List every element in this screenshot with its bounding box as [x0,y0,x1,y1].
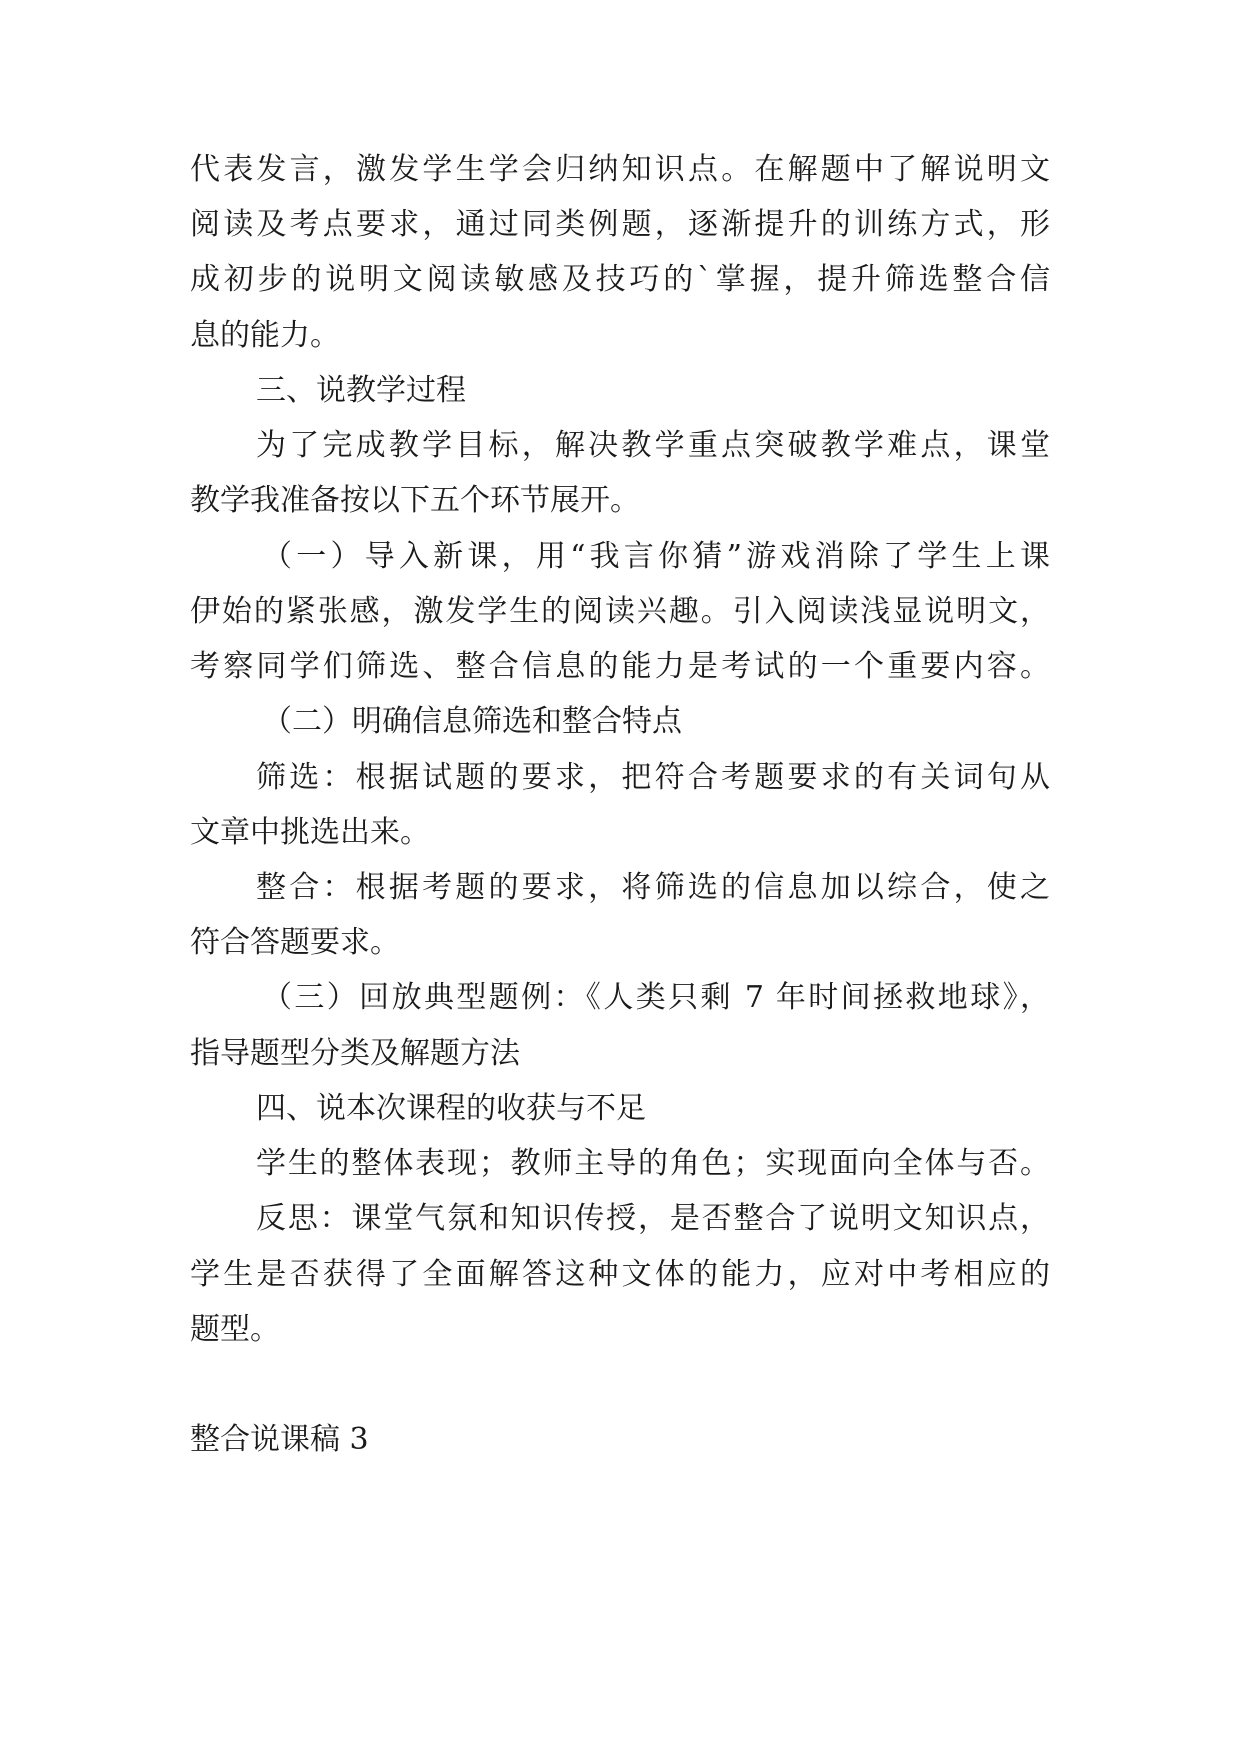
paragraph-line: 文章中挑选出来。 [190,815,430,850]
section-heading: 四、说本次课程的收获与不足 [256,1091,646,1126]
paragraph-line: 伊始的紧张感，激发学生的阅读兴趣。引入阅读浅显说明文， [190,594,1050,629]
paragraph-line: 考察同学们筛选、整合信息的能力是考试的一个重要内容。 [190,649,1050,684]
paragraph-line: （三）回放典型题例：《人类只剩 7 年时间拯救地球》， [262,980,1050,1015]
paragraph-line: 题型。 [190,1312,280,1347]
paragraph-line: 学生的整体表现；教师主导的角色；实现面向全体与否。 [256,1146,1050,1181]
paragraph-line: 指导题型分类及解题方法 [190,1036,520,1071]
paragraph-line: 符合答题要求。 [190,925,400,960]
section-title: 整合说课稿 3 [190,1422,369,1457]
paragraph-line: 筛选：根据试题的要求，把符合考题要求的有关词句从 [256,760,1050,795]
subsection-heading: （二）明确信息筛选和整合特点 [262,704,682,739]
paragraph-line: 阅读及考点要求，通过同类例题，逐渐提升的训练方式，形 [190,207,1050,242]
paragraph-line: 反思：课堂气氛和知识传授，是否整合了说明文知识点， [256,1201,1050,1236]
paragraph-line: 代表发言，激发学生学会归纳知识点。在解题中了解说明文 [190,152,1050,187]
paragraph-line: 教学我准备按以下五个环节展开。 [190,483,640,518]
paragraph-line: 成初步的说明文阅读敏感及技巧的`掌握，提升筛选整合信 [190,262,1050,297]
paragraph-line: （一）导入新课，用“我言你猜”游戏消除了学生上课 [262,539,1050,574]
section-heading: 三、说教学过程 [256,373,466,408]
paragraph-line: 为了完成教学目标，解决教学重点突破教学难点，课堂 [256,428,1050,463]
paragraph-line: 整合：根据考题的要求，将筛选的信息加以综合，使之 [256,870,1050,905]
paragraph-line: 学生是否获得了全面解答这种文体的能力，应对中考相应的 [190,1257,1050,1292]
paragraph-line: 息的能力。 [190,318,340,353]
